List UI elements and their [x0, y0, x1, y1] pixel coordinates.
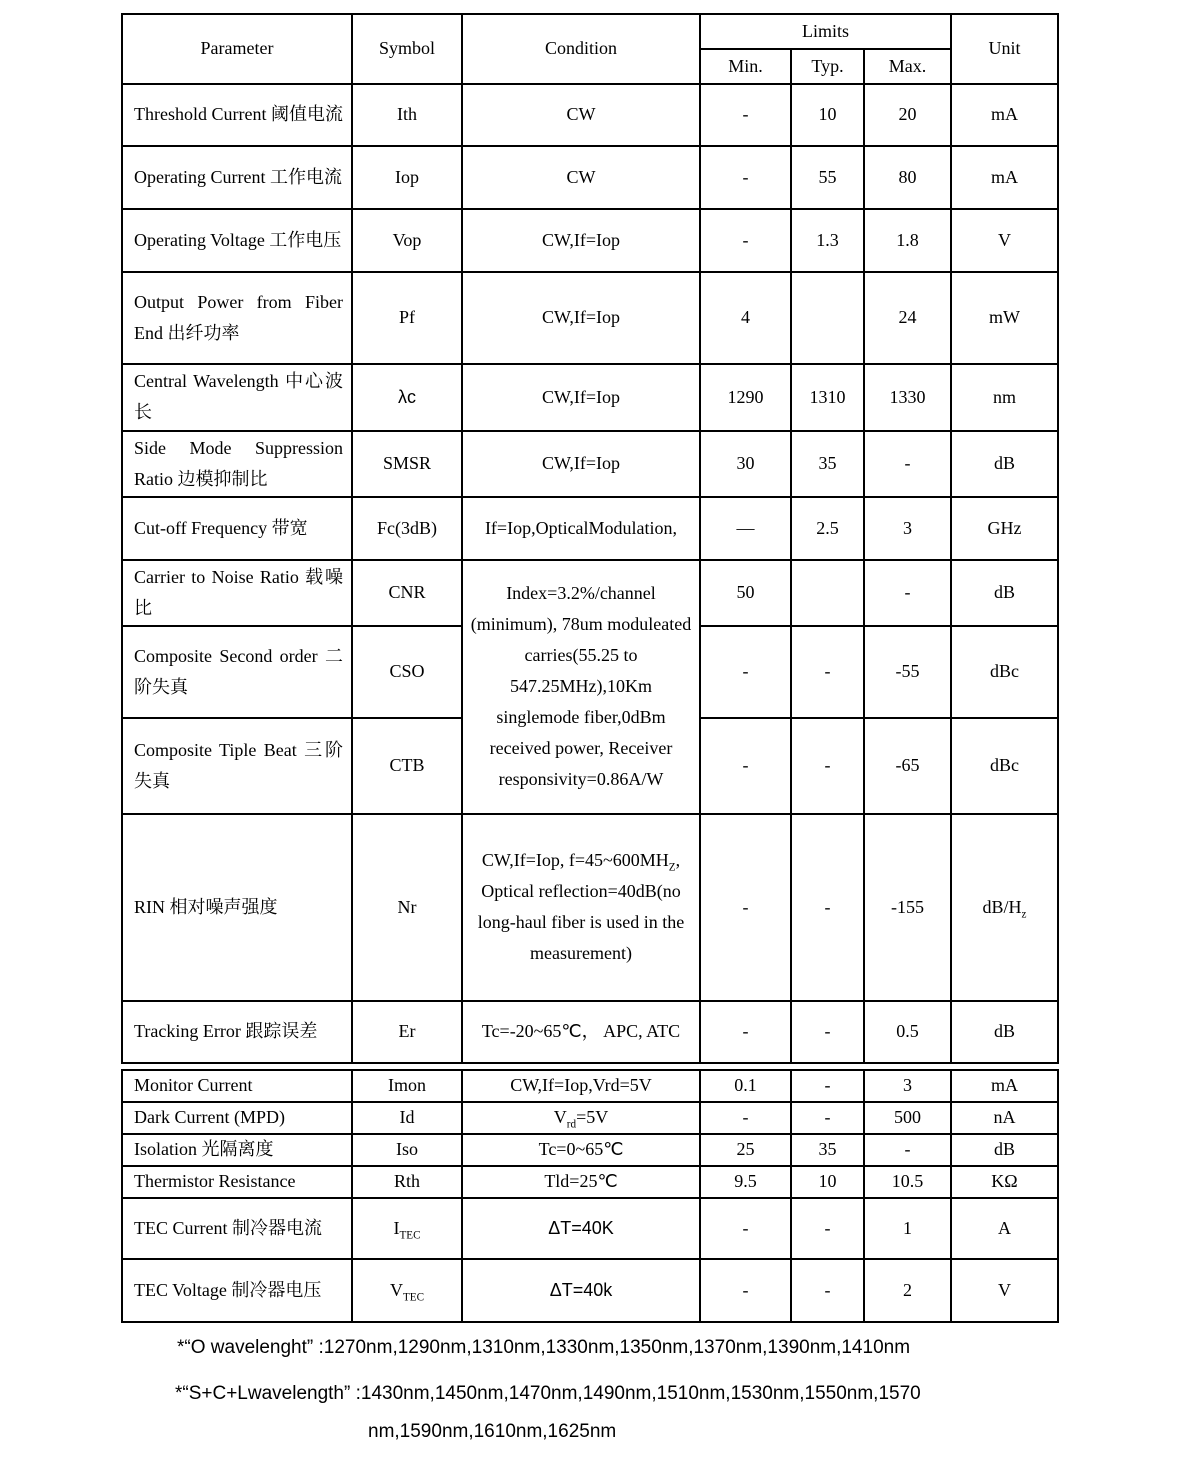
max-cell: 1330: [864, 364, 951, 431]
symbol-cell: CSO: [352, 626, 462, 718]
table-row: [122, 1259, 1058, 1322]
max-cell: 24: [864, 272, 951, 364]
condition-cell-merged: Index=3.2%/channel (minimum), 78um moduleated carries(55.25 to 547.25MHz),10Km singlemode fiber,0dBm received power, Receiver responsivity=0.86A/W: [462, 560, 700, 814]
unit-cell: dBc: [951, 626, 1058, 718]
parameter-cell: Isolation 光隔离度: [122, 1134, 352, 1166]
unit-cell: KΩ: [951, 1166, 1058, 1198]
typ-cell: 35: [791, 431, 864, 497]
unit-cell: [951, 814, 1058, 1001]
parameter-cell: Tracking Error 跟踪误差: [122, 1001, 352, 1063]
max-cell: -55: [864, 626, 951, 718]
symbol-cell: Iso: [352, 1134, 462, 1166]
header-min: Min.: [700, 49, 791, 84]
table-row: [122, 209, 1058, 272]
symbol-cell: Imon: [352, 1070, 462, 1102]
min-cell: 9.5: [700, 1166, 791, 1198]
unit-cell: dB: [951, 431, 1058, 497]
condition-cell: CW,If=Iop: [462, 431, 700, 497]
min-cell: -: [700, 814, 791, 1001]
typ-cell: 35: [791, 1134, 864, 1166]
table-row: [122, 1166, 1058, 1198]
parameter-cell: Output Power from Fiber End 出纤功率: [122, 272, 352, 364]
min-cell: -: [700, 1102, 791, 1134]
parameter-cell: Cut-off Frequency 带宽: [122, 497, 352, 560]
table-row: [122, 1102, 1058, 1134]
table-row: [122, 364, 1058, 431]
typ-cell: -: [791, 1001, 864, 1063]
spec-table-main: [121, 13, 1059, 1064]
typ-cell: -: [791, 1198, 864, 1259]
max-cell: 3: [864, 497, 951, 560]
unit-text: dB/H: [982, 896, 1022, 917]
typ-cell: 1.3: [791, 209, 864, 272]
table-row: [122, 431, 1058, 497]
parameter-cell: Operating Voltage 工作电压: [122, 209, 352, 272]
header-parameter: Parameter: [122, 14, 352, 84]
symbol-cell: Id: [352, 1102, 462, 1134]
table-row: [122, 272, 1058, 364]
table-row: [122, 560, 1058, 626]
table-row: [122, 1001, 1058, 1063]
parameter-cell: Operating Current 工作电流: [122, 146, 352, 209]
typ-cell: -: [791, 718, 864, 814]
unit-cell: dB: [951, 560, 1058, 626]
symbol-text: V: [389, 1279, 403, 1300]
parameter-cell: Central Wavelength 中心波长: [122, 364, 352, 431]
parameter-cell: Composite Second order 二阶失真: [122, 626, 352, 718]
condition-cell: If=Iop,OpticalModulation,: [462, 497, 700, 560]
table-row: [122, 814, 1058, 1001]
unit-cell: V: [951, 1259, 1058, 1322]
max-cell: -: [864, 560, 951, 626]
max-cell: 1: [864, 1198, 951, 1259]
unit-subscript: z: [1021, 908, 1027, 921]
unit-cell: nm: [951, 364, 1058, 431]
typ-cell: 2.5: [791, 497, 864, 560]
unit-cell: mA: [951, 1070, 1058, 1102]
unit-cell: mW: [951, 272, 1058, 364]
condition-cell: CW,If=Iop: [462, 272, 700, 364]
parameter-cell: Dark Current (MPD): [122, 1102, 352, 1134]
unit-cell: V: [951, 209, 1058, 272]
min-cell: -: [700, 626, 791, 718]
condition-cell: Tc=-20~65℃， APC, ATC: [462, 1001, 700, 1063]
unit-cell: dBc: [951, 718, 1058, 814]
symbol-text: I: [393, 1217, 400, 1238]
header-limits: Limits: [700, 14, 951, 49]
unit-cell: dB: [951, 1134, 1058, 1166]
footnote-scl-wavelength-continued: nm,1590nm,1610nm,1625nm: [368, 1421, 617, 1442]
condition-text: CW,If=Iop, f=45~600MH: [481, 850, 669, 871]
symbol-cell: Fc(3dB): [352, 497, 462, 560]
min-cell: -: [700, 1259, 791, 1322]
parameter-cell: Carrier to Noise Ratio 载噪比: [122, 560, 352, 626]
typ-cell: 10: [791, 1166, 864, 1198]
table-row: [122, 84, 1058, 146]
typ-cell: 10: [791, 84, 864, 146]
header-symbol: Symbol: [352, 14, 462, 84]
min-cell: -: [700, 146, 791, 209]
symbol-subscript: TEC: [402, 1291, 425, 1304]
symbol-cell: Pf: [352, 272, 462, 364]
max-cell: -: [864, 431, 951, 497]
parameter-cell: TEC Current 制冷器电流: [122, 1198, 352, 1259]
symbol-cell: Ith: [352, 84, 462, 146]
spec-table-wrapper: [121, 13, 1059, 1323]
parameter-cell: RIN 相对噪声强度: [122, 814, 352, 1001]
footnote-o-wavelength: *“O wavelenght” :1270nm,1290nm,1310nm,1330nm,1350nm,1370nm,1390nm,1410nm: [177, 1337, 911, 1358]
max-cell: 0.5: [864, 1001, 951, 1063]
parameter-cell: Threshold Current 阈值电流: [122, 84, 352, 146]
parameter-cell: Monitor Current: [122, 1070, 352, 1102]
unit-cell: dB: [951, 1001, 1058, 1063]
max-cell: -65: [864, 718, 951, 814]
header-max: Max.: [864, 49, 951, 84]
symbol-cell: Iop: [352, 146, 462, 209]
max-cell: 10.5: [864, 1166, 951, 1198]
symbol-cell: CTB: [352, 718, 462, 814]
header-row-top: [122, 14, 1058, 49]
min-cell: 50: [700, 560, 791, 626]
symbol-cell: SMSR: [352, 431, 462, 497]
symbol-cell: Nr: [352, 814, 462, 1001]
parameter-cell: Composite Tiple Beat 三阶失真: [122, 718, 352, 814]
symbol-cell: CNR: [352, 560, 462, 626]
condition-cell: CW: [462, 84, 700, 146]
typ-cell: -: [791, 626, 864, 718]
condition-cell: [462, 814, 700, 1001]
max-cell: 20: [864, 84, 951, 146]
table-row: [122, 146, 1058, 209]
footnote-scl-wavelength: *“S+C+Lwavelength” :1430nm,1450nm,1470nm,1490nm,1510nm,1530nm,1550nm,1570: [175, 1383, 921, 1404]
min-cell: -: [700, 1001, 791, 1063]
symbol-cell: Rth: [352, 1166, 462, 1198]
typ-cell: [791, 560, 864, 626]
parameter-cell: Side Mode Suppression Ratio 边模抑制比: [122, 431, 352, 497]
symbol-cell: [352, 1198, 462, 1259]
header-unit: Unit: [951, 14, 1058, 84]
condition-cell: ΔT=40K: [462, 1198, 700, 1259]
typ-cell: 1310: [791, 364, 864, 431]
table-row: [122, 497, 1058, 560]
condition-text: , Optical reflection=40dB(no long-haul fiber is used in the measurement): [477, 850, 685, 964]
max-cell: 2: [864, 1259, 951, 1322]
typ-cell: -: [791, 1102, 864, 1134]
condition-cell: Tld=25℃: [462, 1166, 700, 1198]
condition-cell: CW,If=Iop,Vrd=5V: [462, 1070, 700, 1102]
condition-text: =5V: [576, 1107, 609, 1128]
max-cell: -155: [864, 814, 951, 1001]
max-cell: -: [864, 1134, 951, 1166]
header-condition: Condition: [462, 14, 700, 84]
max-cell: 1.8: [864, 209, 951, 272]
spec-table-secondary: [121, 1069, 1059, 1323]
symbol-cell: [352, 1259, 462, 1322]
typ-cell: -: [791, 1259, 864, 1322]
typ-cell: 55: [791, 146, 864, 209]
min-cell: -: [700, 209, 791, 272]
condition-cell: ΔT=40k: [462, 1259, 700, 1322]
typ-cell: [791, 272, 864, 364]
min-cell: -: [700, 1198, 791, 1259]
min-cell: -: [700, 718, 791, 814]
min-cell: 0.1: [700, 1070, 791, 1102]
min-cell: 1290: [700, 364, 791, 431]
table-row: [122, 1070, 1058, 1102]
symbol-cell: Vop: [352, 209, 462, 272]
typ-cell: -: [791, 1070, 864, 1102]
condition-subscript: rd: [566, 1118, 577, 1131]
parameter-cell: Thermistor Resistance: [122, 1166, 352, 1198]
min-cell: 25: [700, 1134, 791, 1166]
min-cell: —: [700, 497, 791, 560]
condition-text: V: [553, 1107, 567, 1128]
min-cell: -: [700, 84, 791, 146]
header-typ: Typ.: [791, 49, 864, 84]
parameter-cell: TEC Voltage 制冷器电压: [122, 1259, 352, 1322]
min-cell: 4: [700, 272, 791, 364]
max-cell: 500: [864, 1102, 951, 1134]
typ-cell: -: [791, 814, 864, 1001]
symbol-cell: Er: [352, 1001, 462, 1063]
min-cell: 30: [700, 431, 791, 497]
max-cell: 80: [864, 146, 951, 209]
symbol-cell: λc: [352, 364, 462, 431]
unit-cell: GHz: [951, 497, 1058, 560]
unit-cell: mA: [951, 84, 1058, 146]
condition-cell: CW,If=Iop: [462, 209, 700, 272]
condition-cell: Tc=0~65℃: [462, 1134, 700, 1166]
unit-cell: A: [951, 1198, 1058, 1259]
condition-cell: [462, 1102, 700, 1134]
unit-cell: mA: [951, 146, 1058, 209]
condition-subscript: Z: [668, 861, 676, 874]
unit-cell: nA: [951, 1102, 1058, 1134]
condition-cell: CW: [462, 146, 700, 209]
max-cell: 3: [864, 1070, 951, 1102]
table-row: [122, 1134, 1058, 1166]
condition-cell: CW,If=Iop: [462, 364, 700, 431]
symbol-subscript: TEC: [399, 1229, 421, 1242]
table-row: [122, 1198, 1058, 1259]
